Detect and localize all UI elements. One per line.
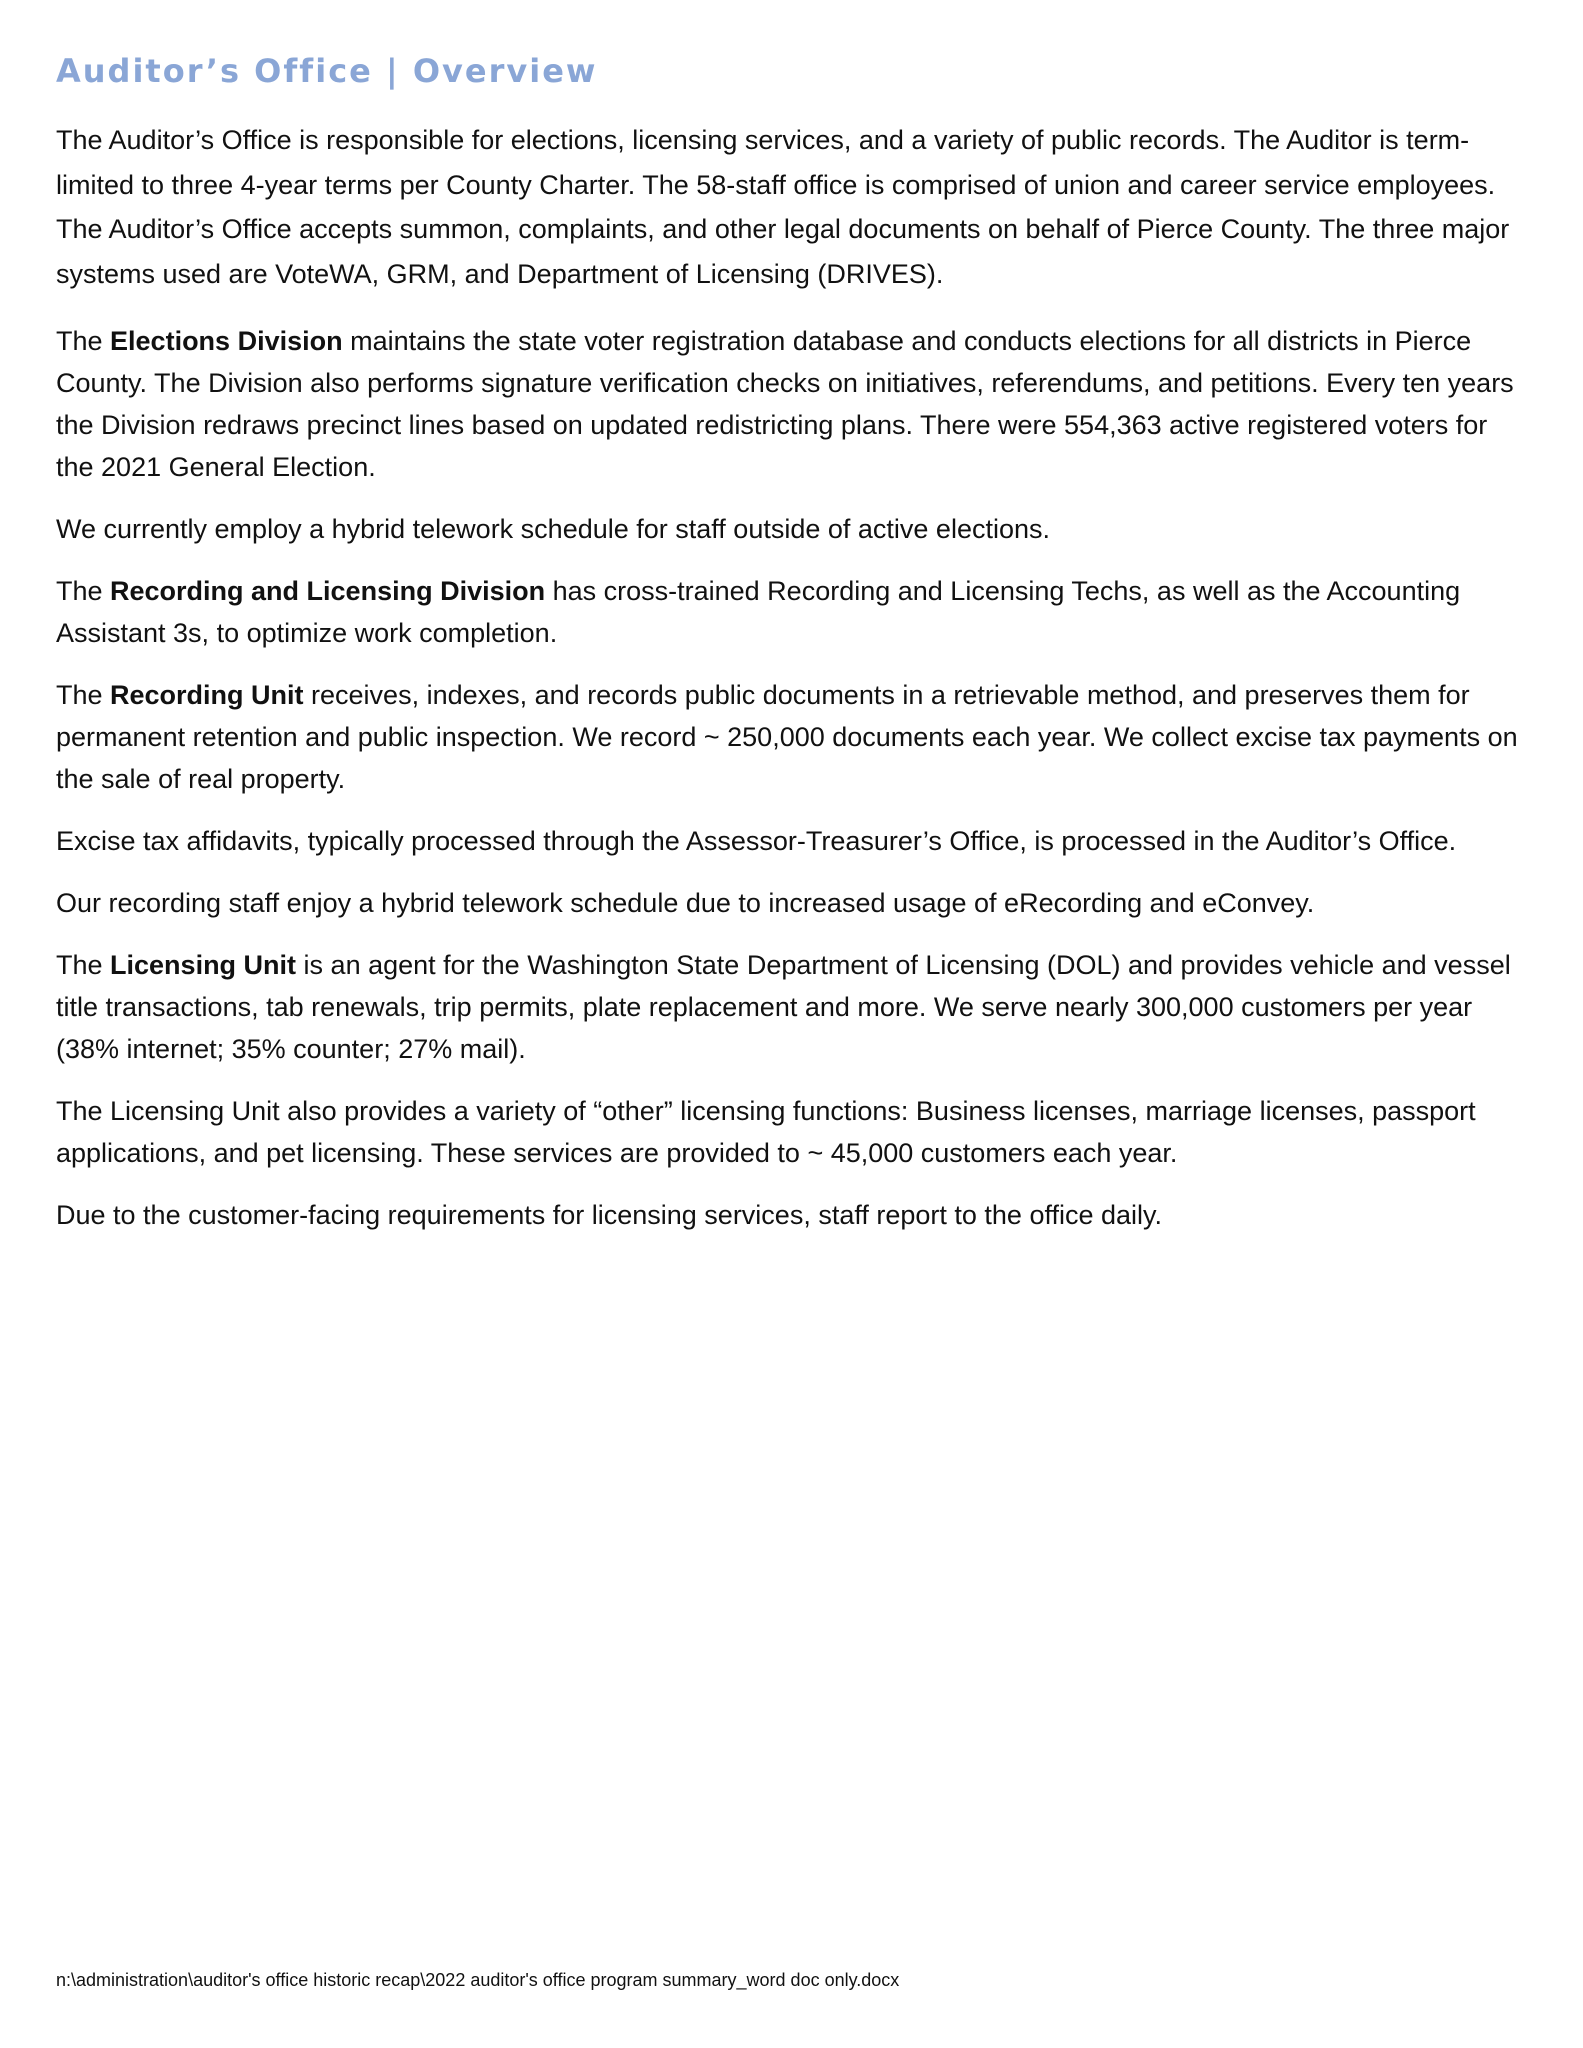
document-page (56, 52, 1526, 1256)
paragraph-text: Due to the customer-facing requirements for licensing services, staff report to the office daily. (56, 1200, 1163, 1231)
paragraph-bold-term: Recording and Licensing Division (110, 576, 546, 607)
paragraph-bold-term: Recording Unit (110, 680, 304, 711)
paragraph-bold-term: Elections Division (110, 326, 343, 357)
paragraph-licensing-unit (56, 944, 1526, 1070)
paragraph-text-pre: The (56, 680, 111, 711)
paragraph-text-post: maintains the state voter registration database and conducts elections for all districts in Pierce County. The Division also performs signature verification checks on initiatives, referendums, and petitions. Every ten years the Division redraws precinct lines based on updated redistricting plans. There were 554,363 active registered voters for the 2021 General Election. (56, 326, 1514, 483)
paragraph-excise-tax (56, 820, 1526, 862)
paragraph-elections-telework (56, 508, 1526, 550)
paragraph-text: The Licensing Unit also provides a variety of “other” licensing functions: Business licenses, marriage licenses, passport applications, and pet licensing. These services are provided to ~ 45,000 customers each year. (56, 1096, 1476, 1169)
paragraph-bold-term: Licensing Unit (110, 950, 297, 981)
paragraph-text-post: is an agent for the Washington State Department of Licensing (DOL) and provides vehicle and vessel title transactions, tab renewals, trip permits, plate replacement and more. We serve nearly 300,000 customers per year (38% internet; 35% counter; 27% mail). (56, 950, 1511, 1065)
paragraph-elections-division (56, 320, 1526, 488)
paragraph-text: The Auditor’s Office is responsible for elections, licensing services, and a variety of public records. The Auditor is term-limited to three 4-year terms per County Charter. The 58-staff office is comprised of union and career service employees. The Auditor’s Office accepts summon, complaints, and other legal documents on behalf of Pierce County. The three major systems used are VoteWA, GRM, and Department of Licensing (DRIVES). (56, 125, 1510, 289)
paragraph-overview (56, 118, 1526, 296)
paragraph-text: We currently employ a hybrid telework schedule for staff outside of active elections. (56, 514, 1050, 545)
paragraph-text-post: has cross-trained Recording and Licensing Techs, as well as the Accounting Assistant 3s, to optimize work completion. (56, 576, 1461, 649)
paragraph-text: Excise tax affidavits, typically processed through the Assessor-Treasurer’s Office, is processed in the Auditor’s Office. (56, 826, 1457, 857)
page-title: Auditor’s Office | Overview (56, 52, 598, 90)
paragraph-text-pre: The (56, 326, 111, 357)
paragraph-text: Our recording staff enjoy a hybrid telework schedule due to increased usage of eRecording and eConvey. (56, 888, 1315, 919)
paragraph-recording-licensing-division (56, 570, 1526, 654)
paragraph-text-post: receives, indexes, and records public documents in a retrievable method, and preserves them for permanent retention and public inspection. We record ~ 250,000 documents each year. We collect excise tax payments on the sale of real property. (56, 680, 1518, 795)
paragraph-other-licensing (56, 1090, 1526, 1174)
paragraph-recording-telework (56, 882, 1526, 924)
paragraph-text-pre: The (56, 576, 111, 607)
paragraph-recording-unit (56, 674, 1526, 800)
footer-file-path: n:\administration\auditor's office historic recap\2022 auditor's office program summary_word doc only.docx (56, 1970, 900, 1990)
paragraph-customer-facing (56, 1194, 1526, 1236)
paragraph-text-pre: The (56, 950, 111, 981)
